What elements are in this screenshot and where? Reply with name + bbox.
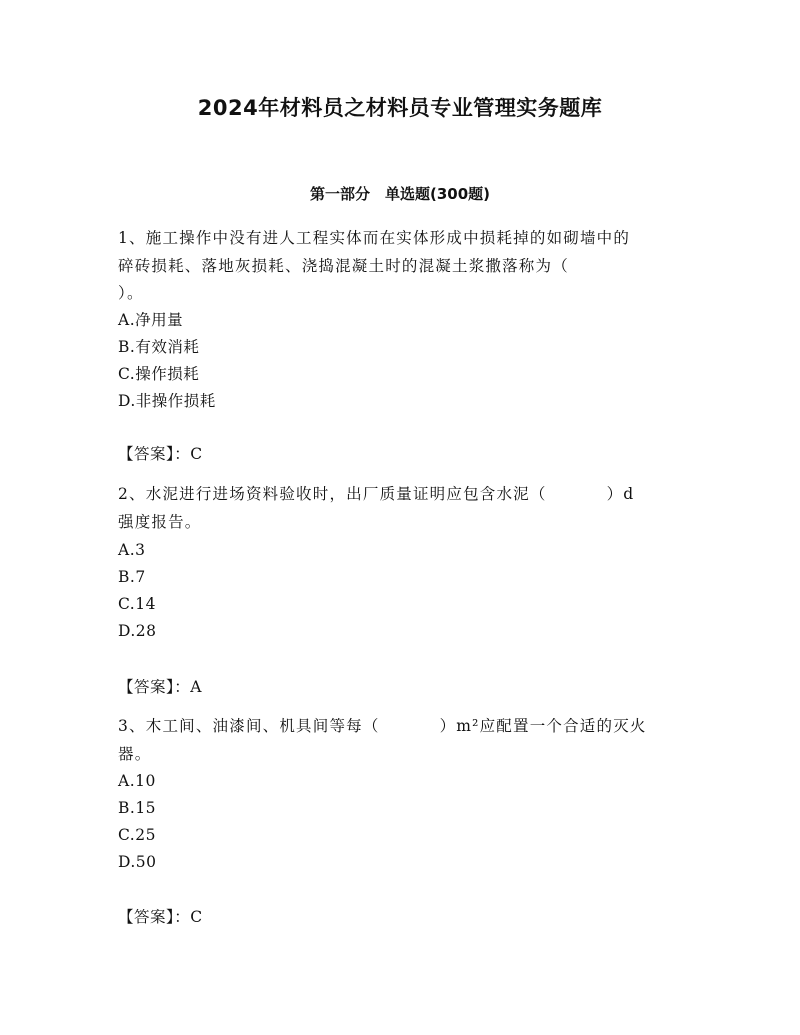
question-3-answer: 【答案】：C [118, 908, 203, 926]
question-3-stem-part-2: ）m²应配置一个合适的灭火 [439, 717, 647, 735]
question-1-stem-line-2: 碎砖损耗、落地灰损耗、浇捣混凝土时的混凝土浆撒落称为（ [118, 257, 569, 275]
question-2-stem-part-2: ）d [606, 485, 635, 503]
question-1-option-c: C.操作损耗 [118, 365, 200, 383]
question-2-option-d: D.28 [118, 622, 157, 640]
question-2-stem-part-1: 2、水泥进行进场资料验收时，出厂质量证明应包含水泥（ [118, 485, 547, 503]
question-1-stem-line-1: 1、施工操作中没有进人工程实体而在实体形成中损耗掉的如砌墙中的 [118, 229, 631, 247]
question-3-option-b: B.15 [118, 799, 157, 817]
question-1-answer: 【答案】：C [118, 445, 203, 463]
question-1-option-b: B.有效消耗 [118, 338, 200, 356]
question-3-stem-line-2: 器。 [118, 745, 152, 763]
question-1-option-a: A.净用量 [118, 311, 184, 329]
question-3-stem-line-1 [118, 716, 688, 736]
question-2-option-c: C.14 [118, 595, 156, 613]
question-2-option-b: B.7 [118, 568, 146, 586]
question-1-option-d: D.非操作损耗 [118, 392, 216, 410]
question-3-option-a: A.10 [118, 772, 156, 790]
question-1-stem-line-3: ）。 [118, 284, 144, 302]
question-2-option-a: A.3 [118, 541, 146, 559]
question-3-stem-part-1: 3、木工间、油漆间、机具间等每（ [118, 717, 380, 735]
document-title: 2024年材料员之材料员专业管理实务题库 [197, 96, 603, 120]
question-3-option-d: D.50 [118, 853, 157, 871]
question-2-stem-line-2: 强度报告。 [118, 513, 202, 531]
question-3-option-c: C.25 [118, 826, 156, 844]
section-title: 第一部分 单选题(300题) [309, 185, 491, 203]
question-2-stem-line-1 [118, 484, 688, 504]
question-2-answer: 【答案】：A [118, 678, 202, 696]
